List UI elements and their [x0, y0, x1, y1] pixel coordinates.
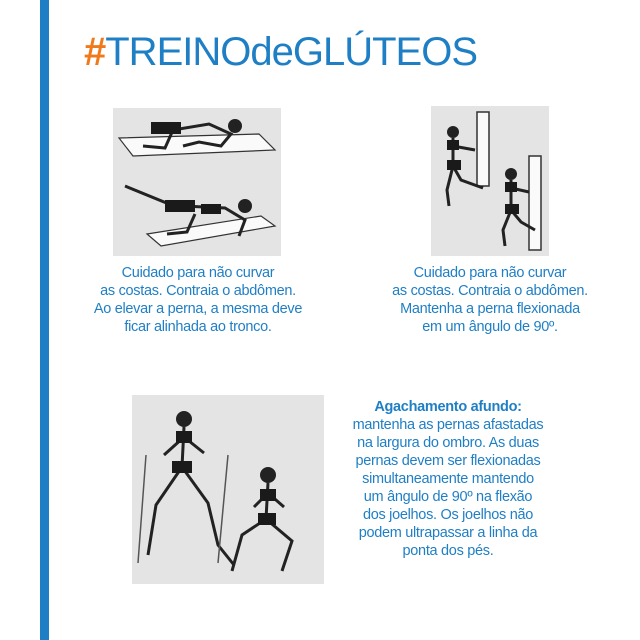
standing-leg-curl-drawing	[431, 106, 549, 256]
caption-line: Cuidado para não curvar	[413, 265, 567, 281]
exercise-2-caption	[370, 264, 610, 336]
donkey-kick-drawing	[113, 108, 281, 256]
caption-line: em um ângulo de 90º.	[422, 319, 558, 335]
caption-line: na largura do ombro. As duas	[357, 435, 539, 451]
caption-line: dos joelhos. Os joelhos não	[362, 507, 534, 523]
exercise-1-caption	[78, 264, 318, 336]
exercise-3-caption	[328, 398, 568, 560]
caption-line: ponta dos pés.	[402, 543, 494, 559]
standing-leg-curl-illustration	[431, 106, 549, 256]
title-hash: #	[84, 30, 106, 74]
caption-line: Mantenha a perna flexionada	[400, 301, 580, 317]
caption-line: um ângulo de 90º na flexão	[363, 489, 533, 505]
caption-line: Cuidado para não curvar	[121, 265, 275, 281]
donkey-kick-illustration	[113, 108, 281, 256]
caption-line: simultaneamente mantendo	[362, 471, 534, 487]
caption-line: pernas devem ser flexionadas	[355, 453, 541, 469]
caption-line: as costas. Contraia o abdômen.	[100, 283, 296, 299]
lunge-illustration	[132, 395, 324, 584]
caption-line: as costas. Contraia o abdômen.	[392, 283, 588, 299]
caption-line: podem ultrapassar a linha da	[358, 525, 538, 541]
left-accent-bar	[40, 0, 49, 640]
caption-line: Ao elevar a perna, a mesma deve	[93, 301, 303, 317]
title-text: TREINOdeGLÚTEOS	[105, 30, 478, 74]
page-title	[84, 30, 477, 75]
caption-heading: Agachamento afundo:	[374, 399, 522, 415]
lunge-drawing	[132, 395, 324, 584]
caption-line: mantenha as pernas afastadas	[352, 417, 544, 433]
caption-line: ficar alinhada ao tronco.	[124, 319, 272, 335]
